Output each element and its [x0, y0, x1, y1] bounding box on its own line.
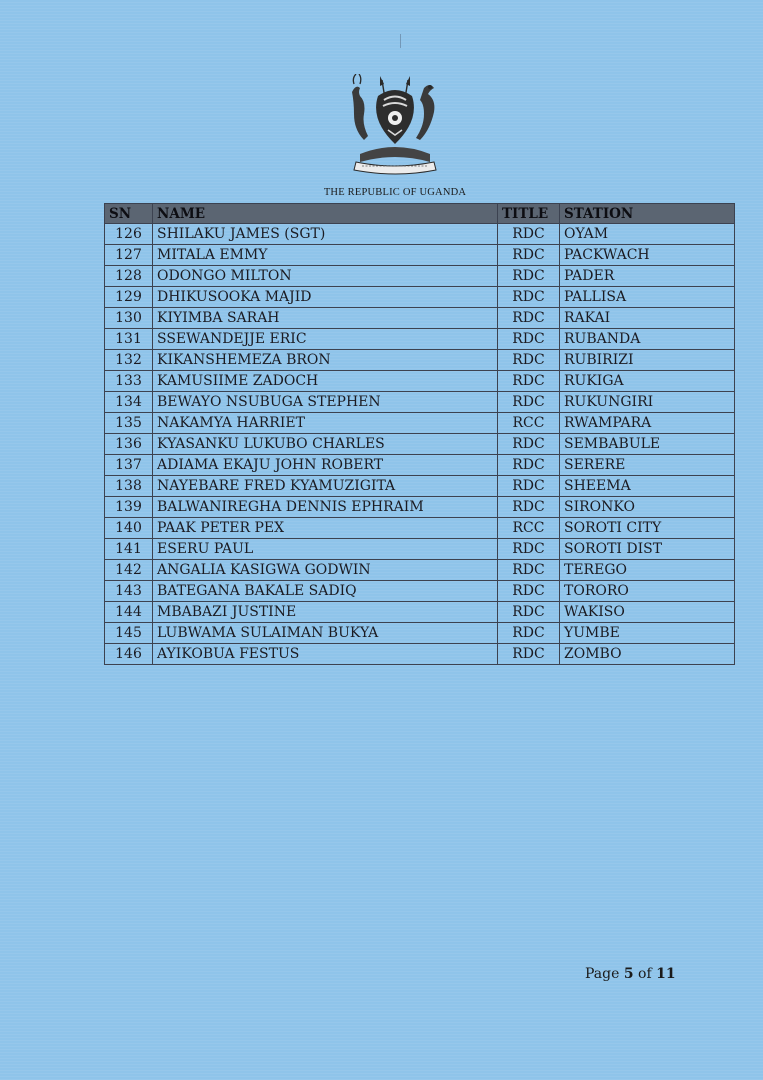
sn-cell: 131 — [105, 329, 153, 350]
table-row — [105, 329, 735, 350]
sn-cell: 137 — [105, 455, 153, 476]
station-cell: RWAMPARA — [560, 413, 735, 434]
coat-of-arms-emblem — [338, 74, 450, 186]
sn-cell: 144 — [105, 602, 153, 623]
station-cell: RUKUNGIRI — [560, 392, 735, 413]
sn-cell: 134 — [105, 392, 153, 413]
station-cell: PACKWACH — [560, 245, 735, 266]
station-cell: RUKIGA — [560, 371, 735, 392]
table-row — [105, 497, 735, 518]
title-cell: RCC — [498, 518, 560, 539]
name-cell: DHIKUSOOKA MAJID — [153, 287, 498, 308]
title-cell: RDC — [498, 602, 560, 623]
table-row — [105, 455, 735, 476]
title-cell: RDC — [498, 644, 560, 665]
title-cell: RDC — [498, 224, 560, 245]
title-cell: RDC — [498, 497, 560, 518]
sn-cell: 140 — [105, 518, 153, 539]
sn-cell: 127 — [105, 245, 153, 266]
sn-cell: 139 — [105, 497, 153, 518]
title-cell: RDC — [498, 329, 560, 350]
page-current: 5 — [623, 966, 634, 982]
table-row — [105, 623, 735, 644]
sn-cell: 136 — [105, 434, 153, 455]
name-cell: KAMUSIIME ZADOCH — [153, 371, 498, 392]
table-row — [105, 392, 735, 413]
table-row — [105, 245, 735, 266]
sn-cell: 126 — [105, 224, 153, 245]
title-cell: RDC — [498, 245, 560, 266]
page-of: of — [638, 966, 652, 982]
title-cell: RDC — [498, 308, 560, 329]
station-cell: SERERE — [560, 455, 735, 476]
name-cell: ADIAMA EKAJU JOHN ROBERT — [153, 455, 498, 476]
station-cell: SOROTI DIST — [560, 539, 735, 560]
sn-cell: 128 — [105, 266, 153, 287]
republic-label: THE REPUBLIC OF UGANDA — [323, 187, 467, 198]
table-header-row — [105, 204, 735, 224]
station-cell: SHEEMA — [560, 476, 735, 497]
table-row — [105, 287, 735, 308]
column-header-name: NAME — [153, 204, 498, 224]
sn-cell: 135 — [105, 413, 153, 434]
station-cell: SEMBABULE — [560, 434, 735, 455]
name-cell: BEWAYO NSUBUGA STEPHEN — [153, 392, 498, 413]
sn-cell: 133 — [105, 371, 153, 392]
title-cell: RDC — [498, 476, 560, 497]
name-cell: KIYIMBA SARAH — [153, 308, 498, 329]
column-header-sn: SN — [105, 204, 153, 224]
station-cell: ZOMBO — [560, 644, 735, 665]
scan-mark — [400, 34, 401, 48]
station-cell: PALLISA — [560, 287, 735, 308]
table-row — [105, 371, 735, 392]
station-cell: TEREGO — [560, 560, 735, 581]
table-row — [105, 518, 735, 539]
name-cell: ODONGO MILTON — [153, 266, 498, 287]
sn-cell: 138 — [105, 476, 153, 497]
table-row — [105, 308, 735, 329]
sn-cell: 145 — [105, 623, 153, 644]
name-cell: LUBWAMA SULAIMAN BUKYA — [153, 623, 498, 644]
station-cell: SIRONKO — [560, 497, 735, 518]
table-row — [105, 581, 735, 602]
name-cell: NAKAMYA HARRIET — [153, 413, 498, 434]
table-row — [105, 224, 735, 245]
table-row — [105, 266, 735, 287]
title-cell: RDC — [498, 434, 560, 455]
name-cell: KIKANSHEMEZA BRON — [153, 350, 498, 371]
sn-cell: 142 — [105, 560, 153, 581]
station-cell: PADER — [560, 266, 735, 287]
title-cell: RDC — [498, 287, 560, 308]
name-cell: PAAK PETER PEX — [153, 518, 498, 539]
sn-cell: 146 — [105, 644, 153, 665]
station-cell: RAKAI — [560, 308, 735, 329]
table-row — [105, 560, 735, 581]
table-row — [105, 413, 735, 434]
title-cell: RDC — [498, 581, 560, 602]
name-cell: BATEGANA BAKALE SADIQ — [153, 581, 498, 602]
name-cell: AYIKOBUA FESTUS — [153, 644, 498, 665]
table-row — [105, 602, 735, 623]
title-cell: RDC — [498, 560, 560, 581]
name-cell: MBABAZI JUSTINE — [153, 602, 498, 623]
title-cell: RDC — [498, 392, 560, 413]
sn-cell: 141 — [105, 539, 153, 560]
table-row — [105, 350, 735, 371]
page-prefix: Page — [585, 966, 620, 982]
sn-cell: 129 — [105, 287, 153, 308]
column-header-title: TITLE — [498, 204, 560, 224]
sn-cell: 143 — [105, 581, 153, 602]
station-cell: YUMBE — [560, 623, 735, 644]
sn-cell: 130 — [105, 308, 153, 329]
title-cell: RDC — [498, 350, 560, 371]
page-number — [585, 966, 676, 982]
title-cell: RDC — [498, 266, 560, 287]
name-cell: ANGALIA KASIGWA GODWIN — [153, 560, 498, 581]
station-cell: RUBIRIZI — [560, 350, 735, 371]
name-cell: SSEWANDEJJE ERIC — [153, 329, 498, 350]
table-row — [105, 434, 735, 455]
table-row — [105, 644, 735, 665]
appointments-table — [104, 203, 735, 665]
title-cell: RDC — [498, 623, 560, 644]
station-cell: TORORO — [560, 581, 735, 602]
station-cell: WAKISO — [560, 602, 735, 623]
table-row — [105, 539, 735, 560]
name-cell: SHILAKU JAMES (SGT) — [153, 224, 498, 245]
column-header-station: STATION — [560, 204, 735, 224]
station-cell: OYAM — [560, 224, 735, 245]
name-cell: ESERU PAUL — [153, 539, 498, 560]
station-cell: RUBANDA — [560, 329, 735, 350]
table-row — [105, 476, 735, 497]
station-cell: SOROTI CITY — [560, 518, 735, 539]
name-cell: BALWANIREGHA DENNIS EPHRAIM — [153, 497, 498, 518]
title-cell: RDC — [498, 371, 560, 392]
title-cell: RDC — [498, 455, 560, 476]
sn-cell: 132 — [105, 350, 153, 371]
name-cell: NAYEBARE FRED KYAMUZIGITA — [153, 476, 498, 497]
title-cell: RDC — [498, 539, 560, 560]
page-total: 11 — [656, 966, 676, 982]
name-cell: KYASANKU LUKUBO CHARLES — [153, 434, 498, 455]
name-cell: MITALA EMMY — [153, 245, 498, 266]
title-cell: RCC — [498, 413, 560, 434]
